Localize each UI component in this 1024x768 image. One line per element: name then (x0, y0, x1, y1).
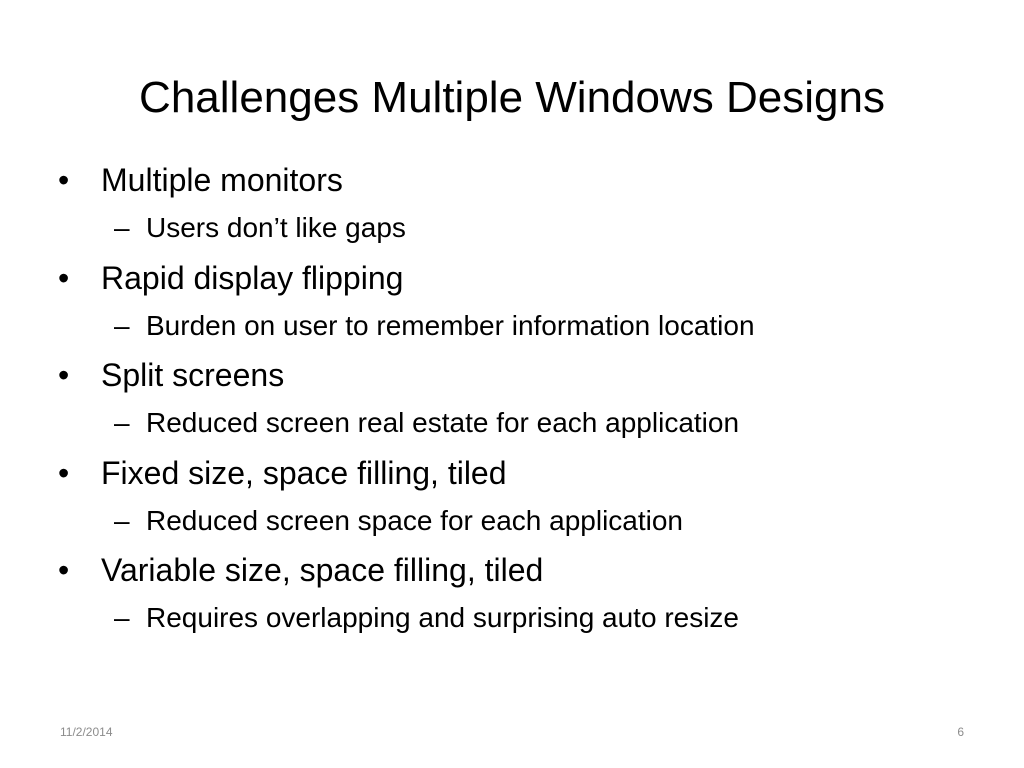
bullet-marker: • (58, 260, 70, 296)
bullet-item (58, 355, 284, 395)
sub-bullet-marker: – (114, 602, 130, 633)
sub-bullet-marker: – (114, 505, 130, 536)
page-number: 6 (957, 725, 964, 739)
sub-bullet-text: Users don’t like gaps (146, 212, 406, 243)
footer-date: 11/2/2014 (60, 725, 113, 739)
bullet-text: Fixed size, space filling, tiled (101, 455, 507, 491)
sub-bullet-item (114, 211, 406, 245)
sub-bullet-marker: – (114, 407, 130, 438)
bullet-marker: • (58, 552, 70, 588)
slide-title: Challenges Multiple Windows Designs (139, 73, 885, 122)
sub-bullet-text: Burden on user to remember information location (146, 310, 755, 341)
bullet-marker: • (58, 455, 70, 491)
bullet-item (58, 258, 403, 298)
sub-bullet-item (114, 601, 739, 635)
sub-bullet-item (114, 309, 755, 343)
sub-bullet-text: Reduced screen real estate for each application (146, 407, 740, 438)
sub-bullet-item (114, 504, 683, 538)
bullet-text: Variable size, space filling, tiled (101, 552, 544, 588)
bullet-marker: • (58, 357, 70, 393)
bullet-marker: • (58, 162, 70, 198)
bullet-item (58, 453, 507, 493)
sub-bullet-item (114, 406, 739, 440)
bullet-item (58, 550, 543, 590)
sub-bullet-marker: – (114, 310, 130, 341)
sub-bullet-text: Reduced screen space for each application (146, 505, 684, 536)
bullet-text: Split screens (101, 357, 285, 393)
sub-bullet-text: Requires overlapping and surprising auto resize (146, 602, 740, 633)
bullet-item (58, 160, 343, 200)
sub-bullet-marker: – (114, 212, 130, 243)
bullet-text: Rapid display flipping (101, 260, 404, 296)
bullet-text: Multiple monitors (101, 162, 343, 198)
